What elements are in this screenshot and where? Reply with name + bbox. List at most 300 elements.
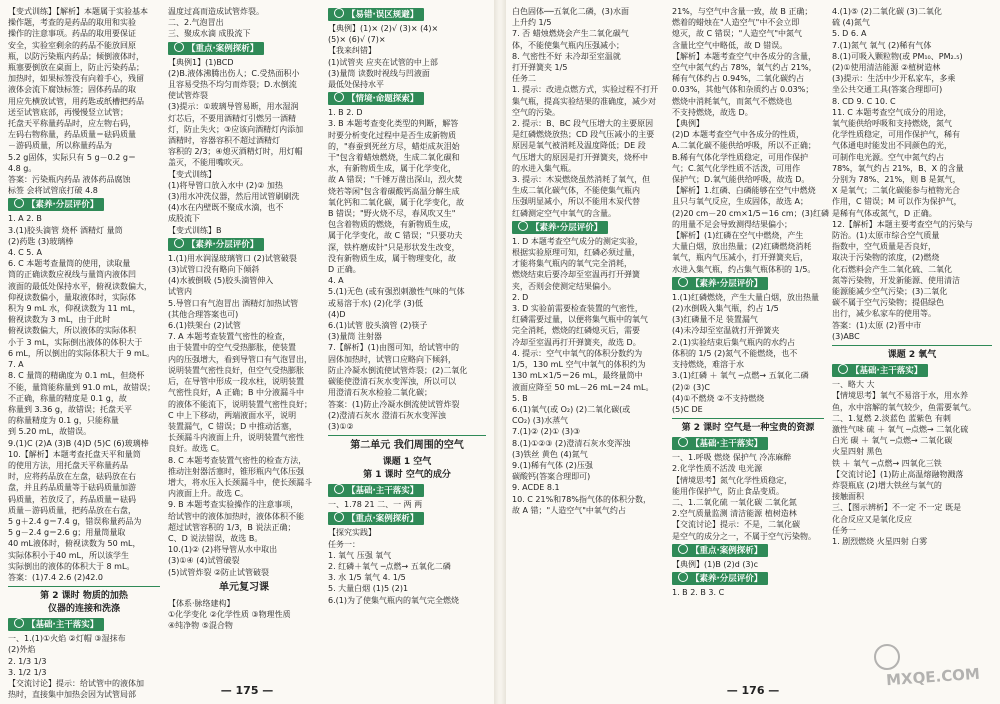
answer-line: 【变式训练】【解析】本题属于实验基本 xyxy=(8,7,148,16)
answer-line: 5. D 6. A xyxy=(832,29,867,39)
answer-line: 的液体不能流下，说明装置气密性良好； xyxy=(168,399,312,409)
answer-line: 热时，直接集中加热会因为试管局部 xyxy=(8,690,136,700)
answer-line: 压强明显减小，所以不能用木炭代替 xyxy=(512,197,640,207)
section-header xyxy=(328,92,424,105)
answer-line: 内液面上升。故选 C。 xyxy=(168,489,249,499)
answer-line: 【交流讨论】提示：给试管中的液体加 xyxy=(8,678,144,688)
answer-line: 10.【解析】本题考查托盘天平和量筒 xyxy=(8,449,141,459)
answer-line: 空气中氮气约占 78%，氧气约占 21%， xyxy=(672,63,817,73)
section-header-text: 【素养·分层评价】 xyxy=(187,239,259,250)
answer-line: 8. 气密性不好 未冷却至室温就 xyxy=(512,51,621,61)
answer-line: 或易溶于水) (2)化学 (3)低 xyxy=(328,298,423,308)
left-column-3 xyxy=(328,6,486,682)
answer-line: X 是氧气；二氧化碳能参与植物光合 xyxy=(832,186,961,196)
answer-line: 10.(1)② (2)将导管从水中取出 xyxy=(168,545,278,555)
answer-line: 氮等污染物，开发新能源、使用清洁 xyxy=(832,275,960,285)
answer-line: 没有新物质生成，属于物理变化，故 xyxy=(328,253,456,263)
answer-line: 三、聚成水滴 成股流下 xyxy=(168,29,251,39)
answer-line: 操作的注意事项。药品的取用要保证 xyxy=(8,29,136,39)
answer-line: 红磷测定空气中氧气的含量。 xyxy=(512,208,616,218)
section-header-text: 【情境·命题探索】 xyxy=(347,94,419,105)
answer-line: 2.(1)实验结束后集气瓶内的水约占 xyxy=(672,337,795,347)
answer-line: 9.(1)稀有气体 (2)压强 xyxy=(512,460,593,470)
section-header xyxy=(672,277,768,290)
answer-line: 熄灭，故 C 错误；"人造空气"中氮气 xyxy=(672,29,803,39)
answer-line: 且只与氧气反应，生成固体，故选 A； xyxy=(672,197,809,207)
answer-line: 9.(1)C (2)A (3)B (4)D (5)C (6)玻璃棒 xyxy=(8,438,149,448)
page-number: — 176 — xyxy=(726,683,780,697)
answer-line: 氧气能供给呼吸和支持燃烧，氮气 xyxy=(832,119,952,129)
answer-line: 能用作保护气，防止食品变质。 xyxy=(672,486,784,496)
answer-line: 火星四射 黑色 xyxy=(832,447,883,457)
answer-lines xyxy=(832,6,992,342)
answer-line: 【变式训练】B xyxy=(168,225,222,235)
answer-line: 的用量不足会导致测得结果偏小； xyxy=(672,219,792,229)
answer-line: 小于 3 mL，实际倒出液体的体积大于 xyxy=(8,337,143,347)
answer-line: 最低处保持水平 xyxy=(328,80,384,90)
answer-line: (3)红磷量不足 装置漏气 xyxy=(672,315,758,325)
left-page xyxy=(0,0,494,704)
answer-line: (2)B.液体沸腾出伤人；C.受热面积小 xyxy=(168,68,300,78)
section-header-text: 【素养·分层评价】 xyxy=(691,278,763,289)
answer-line: 不支持燃烧，故选 D。 xyxy=(672,107,753,117)
answer-line: 气体通电时能发出不同颜色的光， xyxy=(832,141,952,151)
answer-line: 【我来纠错】 xyxy=(328,46,376,56)
answer-line: 安全，实验室剩余的药品不能放回原 xyxy=(8,40,136,50)
answer-line: ④纯净物 ⑤混合物 xyxy=(168,621,233,631)
section-marker-icon xyxy=(334,512,344,522)
answer-line: (1)试管夹 应夹在试管的中上部 xyxy=(328,57,438,67)
answer-line: 21%，与空气中含量一致，故 B 正确； xyxy=(672,7,813,16)
answer-line: 是红磷燃烧放热；CD 段气压减小的主要 xyxy=(512,130,655,140)
answer-line: 仰视读数偏小，量取液体时，实际体 xyxy=(8,292,136,302)
answer-line: 温度过高而造成试管炸裂。 xyxy=(168,7,264,16)
section-marker-icon xyxy=(518,221,528,231)
answer-line: 7.(1)氮气 氧气 (2)稀有气体 xyxy=(832,40,932,50)
answer-line: 答案：(1)防止冷凝水倒流使试管炸裂 xyxy=(328,399,460,409)
answer-line: 1. D 本题考查空气成分的测定实验， xyxy=(512,236,643,246)
answer-line: (4)水被倒吸 (5)胶头滴管伸入 xyxy=(168,276,274,286)
section-marker-icon xyxy=(334,8,344,18)
answer-line: 10. C 21%和78%指气体的体积分数， xyxy=(512,494,651,504)
section-marker-icon xyxy=(14,618,24,628)
answer-line: 7.(1)② (2)① (3)③ xyxy=(512,427,581,437)
answer-line: 时要分析变化过程中是否生成新物质 xyxy=(328,130,456,140)
answer-line: 白色固体──五氧化二磷，(3)水面 xyxy=(512,7,629,16)
answer-line: (3)①② xyxy=(328,421,354,431)
section-header xyxy=(328,484,424,497)
section-marker-icon xyxy=(678,437,688,447)
answer-line: 瓶，以防污染瓶内药品；倾倒液体时， xyxy=(8,51,144,61)
answer-line: 6. C 本题考查量筒的使用，读取量 xyxy=(8,259,131,269)
answer-line: 一、1.呼吸 燃烧 保护气 冷冻麻醉 xyxy=(672,453,792,463)
answer-line: B.稀有气体化学性质稳定，可用作保护 xyxy=(672,152,809,162)
answer-line: 送至试管底部，再慢慢竖立试管； xyxy=(8,107,128,117)
answer-line: 5.(1)无色 (或有强烈刺激性气味的气体 xyxy=(328,287,465,297)
answer-line: 12.【解析】本题主要考查空气的污染与 xyxy=(832,219,973,229)
answer-line: (4)水在内壁既不聚成水滴，也不 xyxy=(168,203,284,213)
answer-line: 6.(1)试管 胶头滴管 (2)筷子 xyxy=(328,321,428,331)
section-header xyxy=(8,618,104,631)
answer-line: 能源能减少空气污染；(3)二氧化 xyxy=(832,287,948,297)
section-header-text: 【素养·分层评价】 xyxy=(691,573,763,584)
answer-line: 时，应将药品放在左盘，砝码放在右 xyxy=(8,472,136,482)
answer-line: 9. B 本题考查实验操作的注意事项， xyxy=(168,500,299,510)
answer-line: 实际倒出的液体的体积大于 8 mL。 xyxy=(8,561,135,571)
answer-line: A.二氧化碳不能供给呼吸，所以不正确； xyxy=(672,141,816,151)
answer-line: 液面的最低处保持水平，俯视读数偏大， xyxy=(8,281,152,291)
answer-line: (2)药匙 (3)玻璃棒 xyxy=(8,236,74,246)
answer-line: 的使用方法，用托盘天平称量药品 xyxy=(8,460,128,470)
section-header-text: 【基础·主干落实】 xyxy=(851,366,923,377)
answer-lines xyxy=(672,6,829,415)
answer-line: 操作题，考查的是药品的取用和实验 xyxy=(8,18,136,28)
answer-line: 1. 剧烈燃烧 火星四射 白雾 xyxy=(832,536,928,546)
answer-line: －游码质量，所以称量药品为 xyxy=(8,141,112,151)
answer-line: (3)试管口没有略向下倾斜 xyxy=(168,265,260,275)
answer-line: (2)D 本题考查空气中各成分的性质， xyxy=(672,130,805,140)
answer-line: 码质量，若放反了，药品质量＝砝码 xyxy=(8,494,136,504)
answer-line: 防治。(1)太原市综合空气质量 xyxy=(832,231,940,241)
answer-line: 1.(1)用水润湿玻璃管口 (2)试管破裂 xyxy=(168,253,297,263)
answer-line: (其他合理答案也可) xyxy=(168,309,239,319)
answer-lines xyxy=(328,482,486,606)
answer-line: 8. CD 9. C 10. C xyxy=(832,96,896,106)
answer-line: 一、1.(1)①火焰 ②灯帽 ③湿抹布 xyxy=(8,634,126,644)
section-header: 【体系·脉络建构】 xyxy=(168,598,235,608)
answer-line: 硫 (4)氮气 xyxy=(832,18,870,28)
answer-line: 一、略大 大 xyxy=(832,380,875,390)
answer-line: (4)未冷却至室温就打开弹簧夹 xyxy=(672,326,780,336)
answer-line: 5 g－2.4 g＝2.6 g；用量筒量取 xyxy=(8,528,126,538)
answer-line: 【情境思考】氧气不易溶于水，用水养 xyxy=(832,391,968,401)
answer-line: 灯，防止失火；③应该向酒精灯内添加 xyxy=(168,124,304,134)
right-page xyxy=(506,0,1000,704)
answer-line: 2.化学性质不活泼 电光源 xyxy=(672,464,763,474)
section-marker-icon xyxy=(678,544,688,554)
answer-line: 加热时，如果标签没有向着手心，残留 xyxy=(8,74,144,84)
answer-line: 冷却至室温再打开弹簧夹，故选 D。 xyxy=(512,337,641,347)
answer-line: 俯视读数偏大，所以液体的实际体积 xyxy=(8,326,136,336)
answer-line: 且容易受热不均匀而炸裂；D.水倒流 xyxy=(168,80,297,90)
answer-line: 使试管炸裂 xyxy=(168,91,208,101)
answer-line: 8.(1)可吸入颗粒物(或 PM₁₀、PM₂.₅) xyxy=(832,51,963,61)
answer-line: (2)水倒吸入集气瓶，约占 1/5 xyxy=(672,304,779,314)
answer-line: 1. 提示：改进点燃方式，实验过程不打开 xyxy=(512,85,659,95)
answer-lines xyxy=(168,6,320,578)
answer-line: 5 g＋2.4 g＝7.4 g，错误称量药品为 xyxy=(8,516,142,526)
answer-line: 可制作电光源。空气中氮气约占 xyxy=(832,152,944,162)
answer-line: 铁 ＋ 氧气 ─点燃→ 四氧化三铁 xyxy=(832,458,942,468)
answer-line: 的称量精度为 0.1 g，只能称量 xyxy=(8,416,119,426)
section-header xyxy=(672,572,768,585)
answer-line: 【典例1】(1)BCD xyxy=(168,57,234,67)
answer-line: 灯芯后，不要用酒精灯引燃另一酒精 xyxy=(168,113,296,123)
answer-line: 内的压强增大，看到导管口有气泡冒出， xyxy=(168,354,312,364)
answer-line: 防止冷凝水倒流使试管炸裂；(2)二氧化 xyxy=(328,365,468,375)
answer-line: 11. C 本题考查空气成分的用途， xyxy=(832,107,952,117)
answer-line: 氧化钙和二氧化碳，属于化学变化，故 xyxy=(328,197,464,207)
answer-line: 筒的正确读数应视线与量筒内液体凹 xyxy=(8,270,136,280)
section-header xyxy=(8,198,104,211)
answer-line: 才能将集气瓶内的氧气完全消耗， xyxy=(512,259,632,269)
answer-line: 干"包含着蜡烛燃烧，生成二氧化碳和 xyxy=(328,153,460,163)
answer-line: 【解析】本题考查空气中各成分的含量， xyxy=(672,51,816,61)
section-header-text: 【素养·分层评价】 xyxy=(27,200,99,211)
answer-line: (1)将导管口放入水中 (2)② 加热 xyxy=(168,180,283,190)
answer-line: 【情境思考】氮气化学性质稳定， xyxy=(672,475,792,485)
answer-line: (3)铁丝 黄色 (4)氮气 xyxy=(512,449,588,459)
answer-line: 是稀有气体或氮气，D 正确。 xyxy=(832,208,937,218)
answer-line: 瓶塞要倒放在桌面上，防止污染药品； xyxy=(8,63,144,73)
divider xyxy=(672,418,824,419)
answer-line: 原因是氧气被消耗及温度降低；DE 段 xyxy=(512,141,646,151)
answer-line: 保护气；D.氧气能供给呼吸，故选 D。 xyxy=(672,175,810,185)
section-marker-icon xyxy=(838,364,848,374)
answer-line: 酒精时，容器容积不超过酒精灯 xyxy=(168,136,280,146)
answer-line: 后，在导管中形成一段水柱，说明装置 xyxy=(168,377,304,387)
answer-line: 4. A xyxy=(328,276,344,286)
answer-line: 3.(1)红磷 ＋ 氧气 ─点燃→ 五氧化二磷 xyxy=(672,371,809,381)
right-column-2 xyxy=(672,6,829,682)
answer-line: (3)量筒 注射器 xyxy=(328,332,382,342)
answer-line: 故 A 错；"人造空气"中氧气约占 xyxy=(512,505,626,515)
section-header xyxy=(168,42,264,55)
answer-line: 鱼，水中溶解的氧气较少，鱼需要氧气。 xyxy=(832,402,976,412)
answer-line: 指数中，空气质量是否良好， xyxy=(832,242,936,252)
answer-line: 燃烧中消耗氧气，而氮气不燃烧也 xyxy=(672,96,792,106)
answer-line: 答案：污染瓶内药品 液体药品腐蚀 xyxy=(8,175,131,185)
answer-line: 2. 提示：B、BC 段气压增大的主要原因 xyxy=(512,119,654,129)
answer-line: ①化学变化 ②化学性质 ③物理性质 xyxy=(168,609,291,619)
answer-line: 130 mL×1/5＝26 mL，最终量筒中 xyxy=(512,371,643,381)
answer-line: 碳能使澄清石灰水变浑浊，所以可以 xyxy=(328,377,456,387)
right-column-1 xyxy=(512,6,664,682)
section-header xyxy=(512,221,608,234)
divider xyxy=(328,435,486,436)
section-header xyxy=(672,437,768,450)
answer-line: 3. D 实验前需要检查装置的气密性， xyxy=(512,304,643,314)
section-marker-icon xyxy=(334,484,344,494)
answer-line: 化学性质稳定，可用作保护气，稀有 xyxy=(832,130,960,140)
page-number: — 175 — xyxy=(220,683,274,697)
answer-line: 烧若等闲"包含着碳酸钙高温分解生成 xyxy=(328,186,460,196)
lesson-title: 课题 1 空气 xyxy=(382,457,432,468)
section-header xyxy=(832,364,928,377)
answer-line: 2. 1/3 1/3 xyxy=(8,656,47,666)
answer-line: 良好。故选 C。 xyxy=(168,444,225,454)
divider xyxy=(8,586,160,587)
answer-lines xyxy=(512,6,664,516)
answer-line: (5)试管炸裂 ②防止试管破裂 xyxy=(168,567,270,577)
answer-line: 【探究实践】 xyxy=(328,528,376,538)
unit-title: 第二单元 我们周围的空气 xyxy=(350,440,464,452)
section-header xyxy=(168,238,264,251)
answer-line: 打开弹簧夹 1/5 xyxy=(512,63,568,73)
answer-line: 给试管中的液体加热时，液体体积不能 xyxy=(168,511,304,521)
answer-line: 含量比空气中略低，故 D 错误。 xyxy=(672,40,788,50)
section-header-text: 【重点·案例探析】 xyxy=(347,514,419,525)
answer-line: 的，"春蚕到死丝方尽，蜡炬成灰泪始 xyxy=(328,141,460,151)
answer-line: 6.(1)氧气(或 O₂) (2)二氧化碳(或 xyxy=(512,404,631,414)
answer-line: 燃着的蜡烛在"人造空气"中不会立即 xyxy=(672,18,800,28)
answer-lines xyxy=(832,362,992,547)
answer-line: 气压增大的原因是打开弹簧夹，烧杯中 xyxy=(512,152,648,162)
answer-line: 坐公共交通工具(答案合理即可) xyxy=(832,85,943,95)
answer-line: 二、1.二氧化硫 一氧化碳 二氧化氮 xyxy=(672,497,797,507)
watermark: MXQE.COM xyxy=(885,664,981,690)
answer-line: 包含着物质的燃烧，有新物质生成， xyxy=(328,220,456,230)
section-header xyxy=(328,512,424,525)
answer-line: 俯视读数为 3 mL，由于此时 xyxy=(8,315,111,325)
answer-line: 盖灭，不能用嘴吹灭。 xyxy=(168,158,248,168)
answer-line: (3)提示：生活中少开私家车，多乘 xyxy=(832,74,956,84)
answer-line: 称量到 3.36 g，故错误；托盘天平 xyxy=(8,404,132,414)
answer-line: 燃烧结束后要冷却至室温再打开弹簧 xyxy=(512,270,640,280)
answer-line: 取决于污染物的浓度，(2)燃烧 xyxy=(832,253,940,263)
answer-line: 作用，C 错误；M 可以作为保护气， xyxy=(832,197,962,207)
answer-line: (2)② (3)C xyxy=(672,382,710,392)
chapter-title: 单元复习课 xyxy=(219,581,269,593)
section-marker-icon xyxy=(174,42,184,52)
section-header-text: 【基础·主干落实】 xyxy=(27,620,99,631)
answer-line: 6.(1)铁架台 (2)试管 xyxy=(168,321,241,331)
section-marker-icon xyxy=(678,572,688,582)
answer-line: 说明装置气密性良好，但空气受热膨胀 xyxy=(168,365,304,375)
answer-line: 分别为 78%、21%，则 B 是氮气， xyxy=(832,175,961,185)
left-column-1 xyxy=(8,6,160,700)
answer-lines xyxy=(328,6,486,432)
answer-line: 炸裂瓶底 (2)增大铁丝与氧气的 xyxy=(832,480,942,490)
answer-line: (4)①不燃烧 ②不支持燃烧 xyxy=(672,393,765,403)
answer-line: 试管内 xyxy=(168,287,192,297)
answer-line: 实际体积小于40 mL，所以该学生 xyxy=(8,550,129,560)
answer-line: 3. 水 1/5 氧气 4. 1/5 xyxy=(328,573,406,583)
answer-line: 质量－游码质量，把药品放在右盘， xyxy=(8,505,136,515)
section-marker-icon xyxy=(14,198,24,208)
answer-line: (3)量筒 读数时视线与凹液面 xyxy=(328,68,430,78)
answer-line: (2)澄清石灰水 澄清石灰水变浑浊 xyxy=(328,410,446,420)
answer-line: 4. 提示：空气中氧气的体积分数约为 xyxy=(512,348,643,358)
answer-line: 一、1.78 21 二、一 两 两 xyxy=(328,500,423,510)
answer-line: 任务一 xyxy=(832,525,856,535)
answer-line: 1. 氧气 压强 氧气 xyxy=(328,550,392,560)
section-header xyxy=(672,544,768,557)
answer-line: 不能，量筒能称量到 91.0 mL，故错误； xyxy=(8,382,156,392)
section-header-text: 【素养·分层评价】 xyxy=(531,222,603,233)
answer-line: 完全消耗，燃烧的红磷熄灭后，需要 xyxy=(512,326,640,336)
answer-line: 8. C 本题考查装置气密性的检查方法， xyxy=(168,455,307,465)
answer-line: 【典例】 xyxy=(672,119,704,129)
answer-line: 激性气味 硫 ＋ 氧气 ─点燃→ 二氧化硫 xyxy=(832,424,969,434)
answer-line: 【典例】(1)× (2)√ (3)× (4)× xyxy=(328,24,439,33)
answer-line: 2. 红磷＋氧气 ─点燃→ 五氧化二磷 xyxy=(328,561,451,571)
answer-line: 增大，将水压入长颈漏斗中，使长颈漏斗 xyxy=(168,477,312,487)
answer-line: CO₂) (3)水蒸气 xyxy=(512,416,569,426)
answer-line: 1.(1)红磷燃烧，产生大量白烟，放出热量 xyxy=(672,292,819,302)
answer-line: 集气瓶，提高实验结果的准确度，减少对 xyxy=(512,96,656,106)
answer-line: 3. 1/2 1/3 xyxy=(8,667,47,677)
answer-line: (2)①使用清洁能源 ②植树造林 xyxy=(832,63,941,73)
answer-line: 7.【解析】(1)由图可知，给试管中的 xyxy=(328,343,459,353)
answer-line: 超过试管容积的 1/3，B 说法正确； xyxy=(168,522,296,532)
answer-line: 氧气，瓶内气压减小，打开弹簧夹后， xyxy=(672,253,808,263)
answer-line: 故 A 错误；"千锤万凿出深山，烈火焚 xyxy=(328,175,463,185)
answer-line: 大量白烟，放出热量；(2)红磷燃烧消耗 xyxy=(672,242,812,252)
answer-line: 0.03%，其他气体和杂质约占 0.03%； xyxy=(672,85,814,95)
section-header-text: 【重点·案例探析】 xyxy=(691,545,763,556)
lesson-title: 第 2 课时 空气是一种宝贵的资源 xyxy=(681,423,815,434)
answer-line: 4.(1)⑤ (2)二氧化碳 (3)二氧化 xyxy=(832,7,942,16)
answer-line: 液面应降至 50 mL－26 mL＝24 mL。 xyxy=(512,382,654,392)
answer-line: 气；C.氮气化学性质不活泼，可用作 xyxy=(672,163,801,173)
answer-line: 推动注射器活塞时，锥形瓶内气体压强 xyxy=(168,466,304,476)
answer-line: 出行，减少私家车的使用等。 xyxy=(832,309,936,319)
answer-line: 装置漏气，C 错误；D 中推动活塞， xyxy=(168,421,297,431)
answer-line: 8. C 量筒的精确度为 0.1 mL，但烧杯 xyxy=(8,371,145,381)
answer-line: 碳酸钙(答案合理即可) xyxy=(512,472,591,482)
answer-line: 水进入集气瓶，约占集气瓶体积的 1/5。 xyxy=(672,264,816,274)
answer-line: 上升约 1/5 xyxy=(512,18,552,28)
answer-line: 化石燃料会产生二氧化硫、二氧化 xyxy=(832,264,952,274)
answer-line: 答案：(1)太原 (2)晋中市 xyxy=(832,320,922,330)
answer-line: 【典例】(1)B (2)d (3)c xyxy=(672,559,759,569)
answer-line: 2. D xyxy=(512,292,529,302)
answer-line: 7. 否 蜡烛燃烧会产生二氧化碳气 xyxy=(512,29,629,39)
answer-line: 【交流讨论】(1)防止高温熔融物溅落 xyxy=(832,469,964,479)
answer-line: 7. A xyxy=(8,360,24,370)
answer-line: 到 5.20 mL，故错误。 xyxy=(8,427,92,437)
answer-line: 7. A 本题考查装置气密性的检查， xyxy=(168,332,291,342)
answer-line: 6 mL，所以倒出的实际体积大于 9 mL。 xyxy=(8,348,155,358)
section-header-text: 【基础·主干落实】 xyxy=(347,486,419,497)
answer-lines xyxy=(8,6,160,583)
answer-line: 【解析】(1)红磷在空气中燃烧，产生 xyxy=(672,231,804,241)
divider xyxy=(832,345,992,346)
answer-line: 左码右物称量，药品质量＝砝码质量 xyxy=(8,130,136,140)
section-marker-icon xyxy=(174,238,184,248)
answer-lines xyxy=(168,609,320,631)
answer-line: 水，有新物质生成，属于化学变化， xyxy=(328,164,456,174)
answer-line: (3)ABC xyxy=(832,331,860,341)
answer-line: B 错误；"野火烧不尽，春风吹又生" xyxy=(328,209,456,219)
answer-line: 托盘天平称量药品时，应左物右码， xyxy=(8,119,136,129)
answer-line: 4. C 5. A xyxy=(8,248,42,258)
answer-line: C、D 说法错误，故选 B。 xyxy=(168,533,263,543)
answer-line: 5. B xyxy=(512,393,528,403)
answer-line: 8.(1)①②③ (2)澄清石灰水变浑浊 xyxy=(512,438,631,448)
answer-line: 5.导管口有气泡冒出 酒精灯加热试管 xyxy=(168,298,299,308)
answer-line: 固体加热时，试管口应略向下倾斜， xyxy=(328,354,456,364)
lesson-subtitle: 第 1 课时 空气的成分 xyxy=(363,470,451,481)
answer-line: 成股流下 xyxy=(168,214,200,224)
answer-line: 长颈漏斗内液面上升，说明装置气密性 xyxy=(168,433,304,443)
answer-line: 2.空气质量监测 清洁能源 植树造林 xyxy=(672,509,797,519)
answer-line: 容积的 2/3；④熄灭酒精灯时，用灯帽 xyxy=(168,147,303,157)
lesson-subtitle: 仪器的连接和洗涤 xyxy=(47,604,120,615)
answer-line: 由于装置中的空气受热膨胀，使装置 xyxy=(168,343,296,353)
answer-line: 用应先横放试管，用药匙或纸槽把药品 xyxy=(8,96,144,106)
answer-line: 空气的污染。 xyxy=(512,107,560,117)
answer-line: 1. A 2. B xyxy=(8,214,42,224)
answer-line: (2)20 cm－20 cm×1/5＝16 cm；(3)红磷 xyxy=(672,208,829,218)
answer-line: 【交流讨论】提示：不是，二氧化碳 xyxy=(672,520,800,530)
answer-line: (3)提示：①玻璃导管易断，用水湿润 xyxy=(168,102,299,112)
answer-line: 5. 大量白烟 (1)5 (2)1 xyxy=(328,584,409,594)
answer-line: (5)C DE xyxy=(672,404,703,414)
answer-line: 【解析】1.红磷、白磷能够在空气中燃烧 xyxy=(672,186,816,196)
answer-line: (3)用水冲洗仪器，然后用试管刷刷洗 xyxy=(168,192,300,202)
